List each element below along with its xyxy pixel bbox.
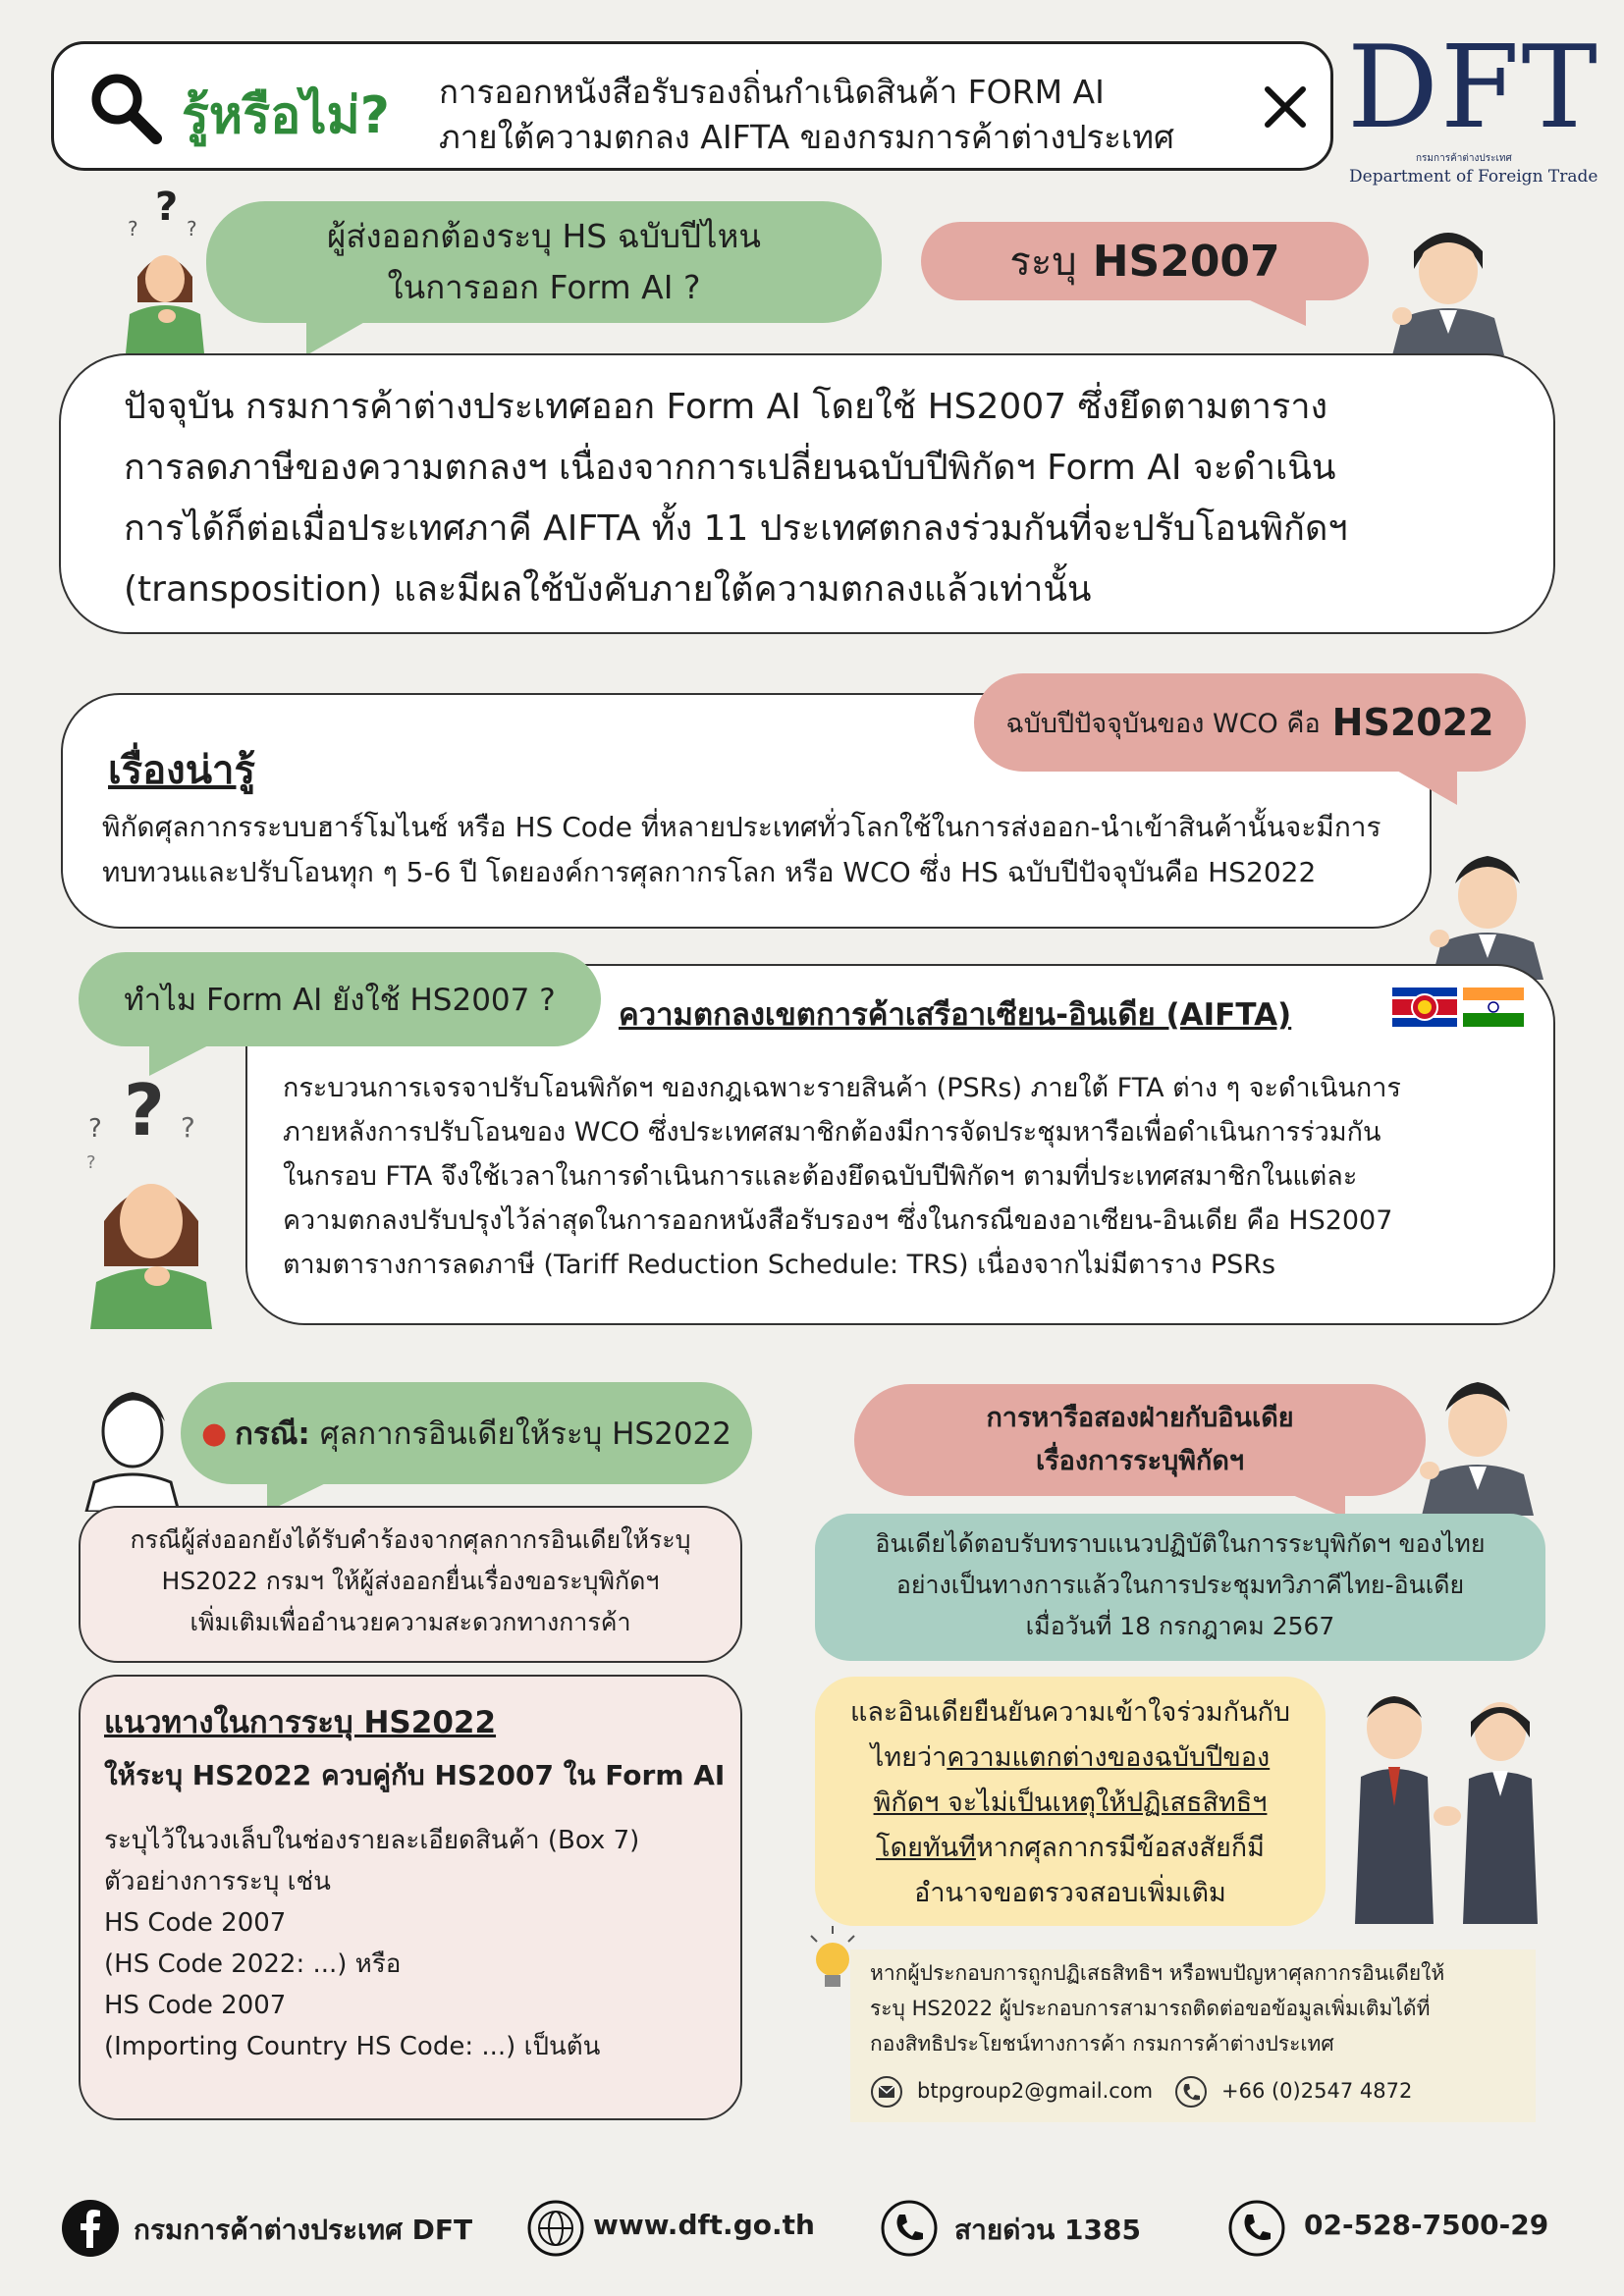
guide-line: HS Code 2007 — [104, 1991, 287, 2020]
case-line3: เพิ่มเติมเพื่ออำนวยความสะดวกทางการค้า — [189, 1608, 631, 1636]
dft-logo — [1347, 22, 1599, 196]
aifta-line5: ตามตารางการลดภาษี (Tariff Reduction Schedule: TRS) เนื่องจากไม่มีตาราง PSRs — [283, 1250, 1276, 1280]
wco-bubble-prefix: ฉบับปีปัจจุบันของ WCO คือ — [1005, 708, 1321, 739]
aifta-line1: กระบวนการเจรจาปรับโอนพิกัดฯ ของกฎเฉพาะรายสินค้า (PSRs) ภายใต้ FTA ต่าง ๆ จะดำเนินการ — [283, 1073, 1401, 1103]
confirm-line1: และอินเดียยืนยันความเข้าใจร่วมกันกับ — [849, 1697, 1291, 1728]
contact-box — [850, 1949, 1536, 2122]
phone-icon — [1227, 2199, 1286, 2258]
svg-text:?: ? — [88, 1114, 102, 1144]
guide-line: (Importing Country HS Code: ...) เป็นต้น — [104, 2032, 601, 2061]
asean-flag-icon — [1392, 988, 1457, 1027]
aifta-title: ความตกลงเขตการค้าเสรีอาเซียน-อินเดีย (AIFTA) — [619, 997, 1292, 1033]
aifta-line4: ความตกลงปรับปรุงไว้ล่าสุดในการออกหนังสือรับรองฯ ซึ่งในกรณีของอาเซียน-อินเดีย คือ HS2007 — [283, 1205, 1393, 1236]
logo-text: DFT — [1347, 22, 1599, 154]
logo-subtitle: Department of Foreign Trade — [1349, 167, 1598, 187]
businessman-illustration — [1384, 208, 1512, 355]
confirm-line4-underlined: โดยทันที — [876, 1833, 976, 1863]
question-bubble-hs-year — [206, 201, 882, 323]
trivia-line1: พิกัดศุลกากรระบบฮาร์โมไนซ์ หรือ HS Code ที่หลายประเทศทั่วโลกใช้ในการส่งออก-นำเข้าสินค้านั้นจะมีการ — [102, 811, 1381, 843]
confirm-line2-prefix: ไทยว่า — [870, 1742, 947, 1773]
header-title-line2: ภายใต้ความตกลง AIFTA ของกรมการค้าต่างประเทศ — [439, 118, 1174, 156]
bilateral-line1: อินเดียได้ตอบรับทราบแนวปฏิบัติในการระบุพิกัดฯ ของไทย — [875, 1529, 1486, 1558]
search-icon — [87, 70, 164, 146]
guide-line: HS Code 2007 — [104, 1908, 287, 1938]
bilateral-line3: เมื่อวันที่ 18 กรกฎาคม 2567 — [1025, 1612, 1335, 1640]
footer — [0, 2195, 1624, 2273]
woman-thinking-illustration — [82, 1074, 220, 1329]
bilateral-bubble — [854, 1384, 1426, 1496]
contact-line1: หากผู้ประกอบการถูกปฏิเสธสิทธิฯ หรือพบปัญหาศุลกากรอินเดียให้ — [870, 1961, 1445, 1985]
footer-facebook[interactable]: กรมการค้าต่างประเทศ DFT — [134, 2214, 473, 2246]
question-line1: ผู้ส่งออกต้องระบุ HS ฉบับปีไหน — [327, 217, 761, 255]
bubble-tail — [1388, 766, 1457, 805]
guideline-box — [79, 1675, 742, 2120]
close-icon[interactable] — [1262, 83, 1309, 131]
bubble-tail — [306, 316, 375, 355]
answer-bubble-hs2007 — [921, 222, 1369, 300]
case-text: ศุลกากรอินเดียให้ระบุ HS2022 — [319, 1416, 732, 1452]
bilateral-title-line2: เรื่องการระบุพิกัดฯ — [1035, 1446, 1245, 1476]
footer-website[interactable]: www.dft.go.th — [593, 2209, 815, 2241]
lightbulb-icon — [803, 1924, 862, 2002]
facebook-icon[interactable] — [61, 2199, 120, 2258]
india-flag-icon — [1463, 988, 1524, 1027]
header-tag: รู้หรือไม่? — [182, 86, 390, 145]
svg-text:?: ? — [187, 217, 197, 240]
question-line2: ในการออก Form AI ? — [387, 268, 701, 306]
contact-phone[interactable]: +66 (0)2547 4872 — [1221, 2079, 1413, 2103]
footer-hotline[interactable]: สายด่วน 1385 — [954, 2214, 1141, 2246]
body-line4: (transposition) และมีผลใช้บังคับภายใต้ความตกลงแล้วเท่านั้น — [124, 569, 1092, 610]
hs2007-explanation-box — [59, 353, 1555, 634]
bilateral-line2: อย่างเป็นทางการแล้วในการประชุมทวิภาคีไทย-อินเดีย — [895, 1571, 1465, 1599]
body-line1: ปัจจุบัน กรมการค้าต่างประเทศออก Form AI โดยใช้ HS2007 ซึ่งยึดตามตาราง — [124, 387, 1328, 427]
case-label: กรณี: — [235, 1416, 310, 1452]
pushpin-icon: ● — [200, 1415, 228, 1451]
case-line1: กรณีผู้ส่งออกยังได้รับคำร้องจากศุลกากรอินเดียให้ระบุ — [130, 1525, 691, 1554]
answer-value: HS2007 — [1092, 236, 1280, 287]
confirm-line4 — [815, 1826, 1326, 1871]
why-question-bubble — [79, 952, 601, 1046]
header-bar — [51, 41, 1333, 171]
handshake-illustration — [1335, 1688, 1561, 1924]
body-line3: การได้ก็ต่อเมื่อประเทศภาคี AIFTA ทั้ง 11 ประเทศตกลงร่วมกันที่จะปรับโอนพิกัดฯ — [124, 508, 1348, 549]
bubble-tail — [149, 1041, 218, 1076]
case-line2: HS2022 กรมฯ ให้ผู้ส่งออกยื่นเรื่องขอระบุพิกัดฯ — [161, 1567, 660, 1595]
guide-title: แนวทางในการระบุ HS2022 — [104, 1705, 497, 1740]
contact-line2: ระบุ HS2022 ผู้ประกอบการสามารถติดต่อขอข้อมูลเพิ่มเติมได้ที่ — [870, 1997, 1431, 2020]
confirm-line2-underlined: ความแตกต่างของฉบับปีของ — [947, 1742, 1271, 1773]
svg-text:?: ? — [124, 1074, 165, 1151]
guide-line: ตัวอย่างการระบุ เช่น — [104, 1867, 331, 1896]
trivia-line2: ทบทวนและปรับโอนทุก ๆ 5-6 ปี โดยองค์การศุลกากรโลก หรือ WCO ซึ่ง HS ฉบับปีปัจจุบันคือ HS2022 — [102, 856, 1317, 888]
why-question: ทำไม Form AI ยังใช้ HS2007 ? — [124, 983, 556, 1018]
svg-text:?: ? — [128, 217, 138, 240]
wco-hs2022-bubble — [974, 673, 1526, 772]
bilateral-result-box — [815, 1514, 1545, 1661]
svg-text:?: ? — [86, 1152, 96, 1173]
case-bubble — [181, 1382, 752, 1484]
email-icon — [870, 2075, 903, 2109]
guide-line: ระบุไว้ในวงเล็บในช่องรายละเอียดสินค้า (Box 7) — [104, 1826, 640, 1855]
logo-small-text: กรมการค้าต่างประเทศ — [1416, 153, 1512, 164]
india-confirmation-box — [815, 1677, 1326, 1926]
phone-icon — [880, 2199, 939, 2258]
globe-icon — [526, 2199, 585, 2258]
svg-text:?: ? — [181, 1111, 195, 1144]
contact-line3: กองสิทธิประโยชน์ทางการค้า กรมการค้าต่างประเทศ — [870, 2032, 1334, 2056]
guide-line: (HS Code 2022: ...) หรือ — [104, 1949, 402, 1979]
woman-thinking-illustration — [116, 187, 214, 353]
aifta-line3: ในกรอบ FTA จึงใช้เวลาในการดำเนินการและต้องยึดฉบับปีพิกัดฯ ตามที่ประเทศสมาชิกในแต่ละ — [283, 1161, 1358, 1192]
svg-text:?: ? — [155, 187, 179, 230]
header-title-line1: การออกหนังสือรับรองถิ่นกำเนิดสินค้า FORM AI — [439, 73, 1105, 111]
case-detail-box — [79, 1506, 742, 1663]
confirm-line3: พิกัดฯ จะไม่เป็นเหตุให้ปฏิเสธสิทธิฯ — [873, 1788, 1268, 1818]
contact-email[interactable]: btpgroup2@gmail.com — [917, 2079, 1154, 2103]
businessman-illustration — [1414, 1359, 1542, 1516]
answer-prefix: ระบุ — [1009, 240, 1077, 285]
man-thinking-illustration — [79, 1374, 187, 1512]
guide-subtitle: ให้ระบุ HS2022 ควบคู่กับ HS2007 ใน Form AI — [104, 1759, 726, 1791]
wco-bubble-value: HS2022 — [1331, 701, 1494, 744]
confirm-line2 — [815, 1735, 1326, 1781]
businessman-illustration — [1424, 832, 1551, 980]
body-line2: การลดภาษีของความตกลงฯ เนื่องจากการเปลี่ยนฉบับปีพิกัดฯ Form AI จะดำเนิน — [124, 448, 1336, 488]
footer-phone[interactable]: 02-528-7500-29 — [1304, 2209, 1549, 2241]
bilateral-title-line1: การหารือสองฝ่ายกับอินเดีย — [986, 1403, 1294, 1433]
trivia-title: เรื่องน่ารู้ — [108, 748, 255, 793]
bubble-tail — [1237, 294, 1306, 326]
phone-icon — [1174, 2075, 1208, 2109]
confirm-line4-suffix: หากศุลกากรมีข้อสงสัยก็มี — [975, 1833, 1265, 1863]
confirm-line5: อำนาจขอตรวจสอบเพิ่มเติม — [914, 1878, 1226, 1908]
aifta-line2: ภายหลังการปรับโอนของ WCO ซึ่งประเทศสมาชิกต้องมีการจัดประชุมหารือเพื่อดำเนินการร่วมกัน — [283, 1117, 1381, 1148]
